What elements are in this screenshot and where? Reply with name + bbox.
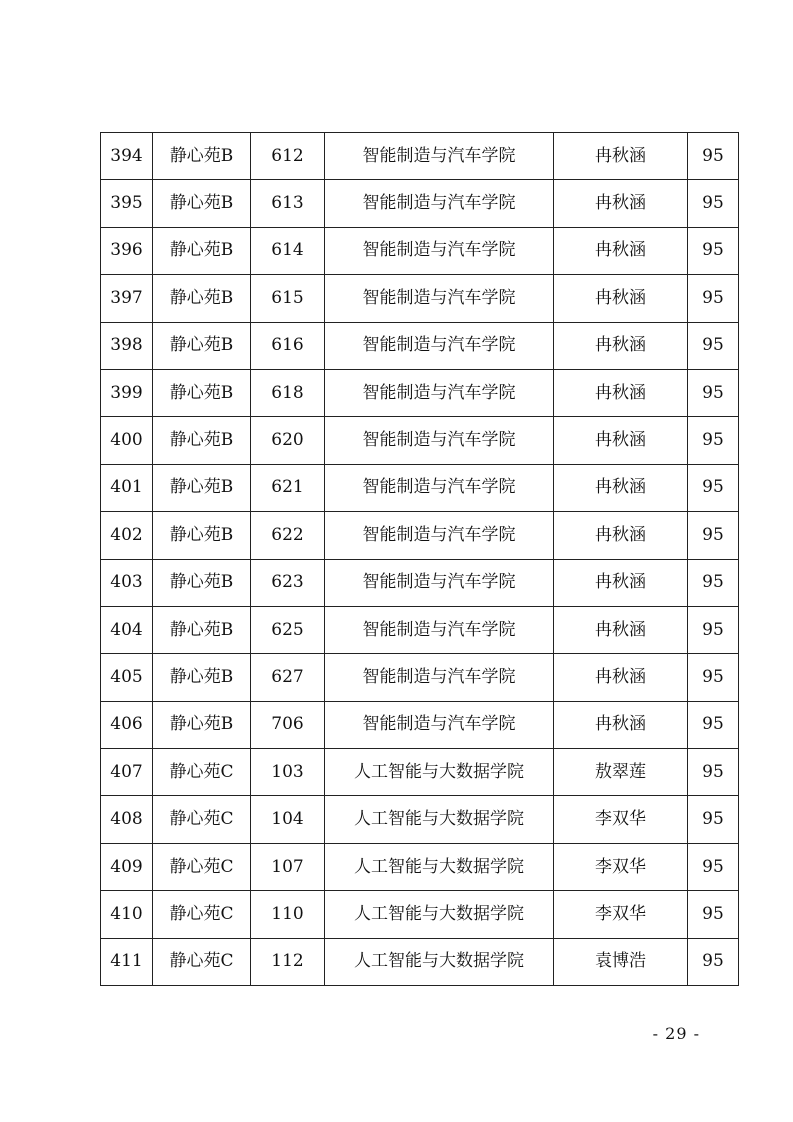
table-row xyxy=(101,180,739,227)
room-number-cell: 615 xyxy=(251,275,325,322)
building-cell: 静心苑B xyxy=(153,559,251,606)
building-cell: 静心苑B xyxy=(153,227,251,274)
building-cell: 静心苑C xyxy=(153,796,251,843)
serial-number-cell: 396 xyxy=(101,227,153,274)
table-row xyxy=(101,654,739,701)
dorm-score-table xyxy=(100,132,739,986)
serial-number-cell: 394 xyxy=(101,133,153,180)
serial-number-cell: 401 xyxy=(101,464,153,511)
counselor-name-cell: 李双华 xyxy=(554,843,688,890)
room-number-cell: 612 xyxy=(251,133,325,180)
serial-number-cell: 398 xyxy=(101,322,153,369)
room-number-cell: 110 xyxy=(251,891,325,938)
college-cell: 智能制造与汽车学院 xyxy=(325,322,554,369)
score-cell: 95 xyxy=(688,796,739,843)
room-number-cell: 614 xyxy=(251,227,325,274)
counselor-name-cell: 袁博浩 xyxy=(554,938,688,985)
score-cell: 95 xyxy=(688,369,739,416)
score-cell: 95 xyxy=(688,749,739,796)
score-cell: 95 xyxy=(688,180,739,227)
college-cell: 人工智能与大数据学院 xyxy=(325,891,554,938)
counselor-name-cell: 冉秋涵 xyxy=(554,464,688,511)
building-cell: 静心苑B xyxy=(153,654,251,701)
table-row xyxy=(101,417,739,464)
room-number-cell: 613 xyxy=(251,180,325,227)
serial-number-cell: 410 xyxy=(101,891,153,938)
building-cell: 静心苑B xyxy=(153,417,251,464)
room-number-cell: 616 xyxy=(251,322,325,369)
score-cell: 95 xyxy=(688,606,739,653)
building-cell: 静心苑B xyxy=(153,701,251,748)
score-cell: 95 xyxy=(688,227,739,274)
serial-number-cell: 409 xyxy=(101,843,153,890)
table-row xyxy=(101,275,739,322)
room-number-cell: 112 xyxy=(251,938,325,985)
score-cell: 95 xyxy=(688,559,739,606)
counselor-name-cell: 冉秋涵 xyxy=(554,275,688,322)
college-cell: 智能制造与汽车学院 xyxy=(325,369,554,416)
college-cell: 智能制造与汽车学院 xyxy=(325,606,554,653)
building-cell: 静心苑B xyxy=(153,512,251,559)
building-cell: 静心苑B xyxy=(153,133,251,180)
counselor-name-cell: 冉秋涵 xyxy=(554,133,688,180)
score-cell: 95 xyxy=(688,891,739,938)
college-cell: 智能制造与汽车学院 xyxy=(325,464,554,511)
building-cell: 静心苑C xyxy=(153,843,251,890)
score-cell: 95 xyxy=(688,275,739,322)
counselor-name-cell: 李双华 xyxy=(554,891,688,938)
room-number-cell: 103 xyxy=(251,749,325,796)
room-number-cell: 627 xyxy=(251,654,325,701)
building-cell: 静心苑C xyxy=(153,749,251,796)
college-cell: 智能制造与汽车学院 xyxy=(325,654,554,701)
table-row xyxy=(101,796,739,843)
table-row xyxy=(101,369,739,416)
score-cell: 95 xyxy=(688,322,739,369)
table-row xyxy=(101,843,739,890)
college-cell: 智能制造与汽车学院 xyxy=(325,559,554,606)
room-number-cell: 706 xyxy=(251,701,325,748)
serial-number-cell: 400 xyxy=(101,417,153,464)
serial-number-cell: 395 xyxy=(101,180,153,227)
room-number-cell: 623 xyxy=(251,559,325,606)
score-cell: 95 xyxy=(688,938,739,985)
college-cell: 智能制造与汽车学院 xyxy=(325,180,554,227)
college-cell: 人工智能与大数据学院 xyxy=(325,796,554,843)
score-cell: 95 xyxy=(688,843,739,890)
serial-number-cell: 397 xyxy=(101,275,153,322)
table-body xyxy=(101,133,739,986)
serial-number-cell: 405 xyxy=(101,654,153,701)
counselor-name-cell: 李双华 xyxy=(554,796,688,843)
counselor-name-cell: 冉秋涵 xyxy=(554,417,688,464)
table-row xyxy=(101,559,739,606)
building-cell: 静心苑B xyxy=(153,322,251,369)
building-cell: 静心苑C xyxy=(153,891,251,938)
college-cell: 人工智能与大数据学院 xyxy=(325,938,554,985)
serial-number-cell: 399 xyxy=(101,369,153,416)
counselor-name-cell: 冉秋涵 xyxy=(554,654,688,701)
counselor-name-cell: 冉秋涵 xyxy=(554,701,688,748)
score-cell: 95 xyxy=(688,701,739,748)
serial-number-cell: 402 xyxy=(101,512,153,559)
serial-number-cell: 404 xyxy=(101,606,153,653)
table-row xyxy=(101,133,739,180)
score-cell: 95 xyxy=(688,464,739,511)
building-cell: 静心苑B xyxy=(153,275,251,322)
table-row xyxy=(101,606,739,653)
score-cell: 95 xyxy=(688,512,739,559)
room-number-cell: 107 xyxy=(251,843,325,890)
page-number: - 29 - xyxy=(652,1024,700,1043)
counselor-name-cell: 冉秋涵 xyxy=(554,227,688,274)
table-row xyxy=(101,938,739,985)
table-row xyxy=(101,749,739,796)
score-cell: 95 xyxy=(688,654,739,701)
score-cell: 95 xyxy=(688,417,739,464)
college-cell: 智能制造与汽车学院 xyxy=(325,512,554,559)
college-cell: 智能制造与汽车学院 xyxy=(325,133,554,180)
college-cell: 智能制造与汽车学院 xyxy=(325,275,554,322)
counselor-name-cell: 冉秋涵 xyxy=(554,322,688,369)
table-row xyxy=(101,701,739,748)
room-number-cell: 104 xyxy=(251,796,325,843)
room-number-cell: 618 xyxy=(251,369,325,416)
serial-number-cell: 403 xyxy=(101,559,153,606)
college-cell: 智能制造与汽车学院 xyxy=(325,417,554,464)
building-cell: 静心苑B xyxy=(153,180,251,227)
building-cell: 静心苑B xyxy=(153,464,251,511)
counselor-name-cell: 冉秋涵 xyxy=(554,606,688,653)
college-cell: 人工智能与大数据学院 xyxy=(325,843,554,890)
room-number-cell: 620 xyxy=(251,417,325,464)
counselor-name-cell: 冉秋涵 xyxy=(554,559,688,606)
building-cell: 静心苑B xyxy=(153,606,251,653)
college-cell: 智能制造与汽车学院 xyxy=(325,227,554,274)
serial-number-cell: 411 xyxy=(101,938,153,985)
table-row xyxy=(101,227,739,274)
building-cell: 静心苑C xyxy=(153,938,251,985)
table-row xyxy=(101,322,739,369)
room-number-cell: 625 xyxy=(251,606,325,653)
serial-number-cell: 406 xyxy=(101,701,153,748)
counselor-name-cell: 冉秋涵 xyxy=(554,512,688,559)
room-number-cell: 622 xyxy=(251,512,325,559)
counselor-name-cell: 敖翠莲 xyxy=(554,749,688,796)
counselor-name-cell: 冉秋涵 xyxy=(554,369,688,416)
room-number-cell: 621 xyxy=(251,464,325,511)
counselor-name-cell: 冉秋涵 xyxy=(554,180,688,227)
table-row xyxy=(101,464,739,511)
building-cell: 静心苑B xyxy=(153,369,251,416)
table-row xyxy=(101,891,739,938)
score-cell: 95 xyxy=(688,133,739,180)
serial-number-cell: 407 xyxy=(101,749,153,796)
serial-number-cell: 408 xyxy=(101,796,153,843)
table-row xyxy=(101,512,739,559)
college-cell: 人工智能与大数据学院 xyxy=(325,749,554,796)
college-cell: 智能制造与汽车学院 xyxy=(325,701,554,748)
